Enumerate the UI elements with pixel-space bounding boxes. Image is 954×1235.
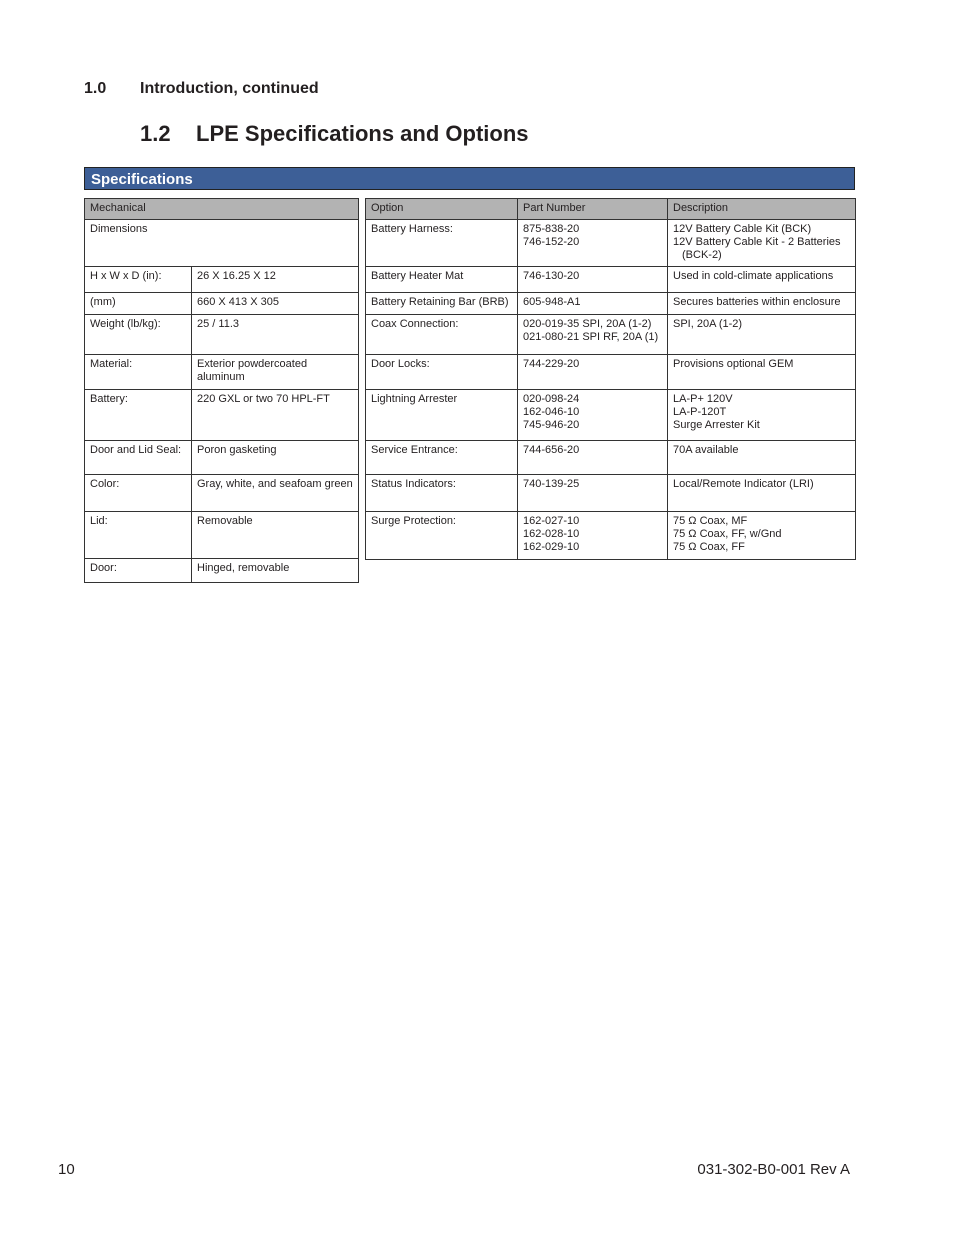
spec-value: 660 X 413 X 305 [192,293,359,315]
table-row [366,220,856,267]
spec-value: 25 / 11.3 [192,315,359,355]
table-row [85,315,359,355]
description-line: SPI, 20A (1-2) [673,318,743,330]
table-row [366,355,856,390]
option-name: Battery Harness: [366,220,518,267]
option-description [668,441,856,475]
part-number: 021-080-21 SPI RF, 20A (1) [523,331,659,343]
part-numbers [518,475,668,512]
section-heading [84,80,319,98]
spec-value: Hinged, removable [192,559,359,583]
spec-label: Door: [85,559,192,583]
part-number: 020-019-35 SPI, 20A (1-2) [523,318,652,330]
part-number: 605-948-A1 [523,296,581,308]
table-row [85,293,359,315]
description-line: 75 Ω Coax, FF, w/Gnd [673,528,782,540]
part-number: 020-098-24 [523,393,580,405]
mechanical-table [84,198,359,583]
spec-label: Lid: [85,512,192,559]
description-line: LA-P-120T [673,406,727,418]
spec-label: Weight (lb/kg): [85,315,192,355]
description-line: Local/Remote Indicator (LRI) [673,478,814,490]
part-number: 745-946-20 [523,419,580,431]
part-number: 744-656-20 [523,444,580,456]
part-number: 875-838-20 [523,223,580,235]
option-description [668,475,856,512]
spec-value: Poron gasketing [192,441,359,475]
spec-value: Removable [192,512,359,559]
part-number: 744-229-20 [523,358,580,370]
document-id: 031-302-B0-001 Rev A [697,1161,850,1178]
part-number: 746-152-20 [523,236,580,248]
description-line: Used in cold-climate applications [673,270,834,282]
description-line: LA-P+ 120V [673,393,733,405]
spec-label: Battery: [85,390,192,441]
table-row [366,475,856,512]
option-description [668,355,856,390]
spec-label: Door and Lid Seal: [85,441,192,475]
description-line: 12V Battery Cable Kit - 2 Batteries [673,236,841,248]
option-description [668,512,856,560]
part-numbers [518,220,668,267]
table-row [85,267,359,293]
spec-value: 26 X 16.25 X 12 [192,267,359,293]
spec-value: Gray, white, and seafoam green [192,475,359,512]
description-line: Surge Arrester Kit [673,419,760,431]
table-row [85,512,359,559]
description-line: 75 Ω Coax, MF [673,515,748,527]
part-numbers [518,390,668,441]
spec-label: (mm) [85,293,192,315]
part-number: 162-046-10 [523,406,580,418]
mechanical-header: Mechanical [85,199,359,220]
part-numbers [518,512,668,560]
spec-label: Material: [85,355,192,390]
part-numbers [518,355,668,390]
option-name: Battery Retaining Bar (BRB) [366,293,518,315]
dimensions-label: Dimensions [85,220,359,267]
part-number: 162-027-10 [523,515,580,527]
description-line: (BCK-2) [682,249,722,261]
description-line: 12V Battery Cable Kit (BCK) [673,223,812,235]
part-numbers [518,293,668,315]
option-description [668,390,856,441]
option-name: Battery Heater Mat [366,267,518,293]
option-name: Service Entrance: [366,441,518,475]
spec-value: Exterior powdercoated aluminum [192,355,359,390]
option-description [668,293,856,315]
description-line: 70A available [673,444,739,456]
table-row [366,315,856,355]
table-row [366,390,856,441]
part-numbers [518,315,668,355]
description-header: Description [668,199,856,220]
option-name: Coax Connection: [366,315,518,355]
table-row [85,441,359,475]
part-number-header: Part Number [518,199,668,220]
option-name: Status Indicators: [366,475,518,512]
page-title [140,121,529,147]
part-number: 162-028-10 [523,528,580,540]
section-title: Introduction, continued [140,80,319,97]
spec-value: 220 GXL or two 70 HPL-FT [192,390,359,441]
table-row [366,512,856,560]
table-row [366,293,856,315]
option-header: Option [366,199,518,220]
section-number: 1.0 [84,80,107,97]
table-row [85,559,359,583]
option-description [668,267,856,293]
option-description [668,315,856,355]
table-row [85,355,359,390]
part-number: 740-139-25 [523,478,580,490]
spec-label: H x W x D (in): [85,267,192,293]
option-name: Door Locks: [366,355,518,390]
part-numbers [518,441,668,475]
table-row [85,475,359,512]
option-description [668,220,856,267]
option-name: Lightning Arrester [366,390,518,441]
description-line: Provisions optional GEM [673,358,794,370]
description-line: 75 Ω Coax, FF [673,541,745,553]
part-number: 162-029-10 [523,541,580,553]
description-line: Secures batteries within enclosure [673,296,841,308]
page-title-text: LPE Specifications and Options [196,121,529,146]
options-table [365,198,856,560]
part-number: 746-130-20 [523,270,580,282]
part-numbers [518,267,668,293]
page-number: 10 [58,1161,75,1178]
specifications-banner: Specifications [84,167,855,190]
option-name: Surge Protection: [366,512,518,560]
table-row [366,267,856,293]
table-row [366,441,856,475]
table-row [85,390,359,441]
spec-label: Color: [85,475,192,512]
page-title-number: 1.2 [140,121,171,146]
